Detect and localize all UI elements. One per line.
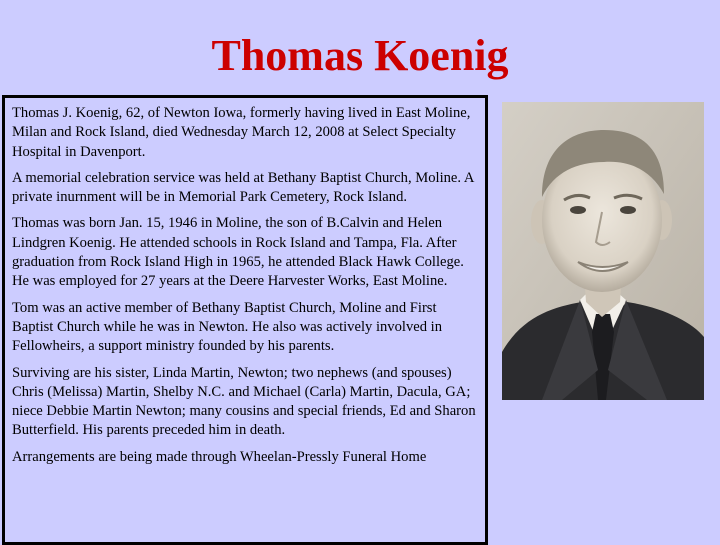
obituary-text-box: [2, 95, 488, 545]
obituary-paragraph-service: A memorial celebration service was held at Bethany Baptist Church, Moline. A private inurnment will be in Memorial Park Cemetery, Rock Island.: [12, 169, 474, 206]
portrait-photo: [502, 102, 704, 400]
obituary-paragraph-death: Thomas J. Koenig, 62, of Newton Iowa, formerly having lived in East Moline, Milan and Rock Island, died Wednesday March 12, 2008 at Select Specialty Hospital in Davenport.: [12, 105, 471, 160]
obituary-paragraph-church: Tom was an active member of Bethany Baptist Church, Moline and First Baptist Church while he was in Newton. He also was actively involved in Fellowheirs, a support ministry founded by his parents.: [12, 299, 443, 355]
page-title: Thomas Koenig: [211, 31, 509, 80]
obituary-paragraph-arrangements: Arrangements are being made through Wheelan-Pressly Funeral Home: [12, 448, 427, 465]
obituary-paragraph-biography: Thomas was born Jan. 15, 1946 in Moline, the son of B.Calvin and Helen Lindgren Koenig. He attended schools in Rock Island and Tampa, Fla. After graduation from Rock Island High in 1965, he attended Black Hawk College. He was employed for 27 years at the Deere Harvester Works, East Moline.: [12, 215, 464, 290]
obituary-paragraph-survivors: Surviving are his sister, Linda Martin, Newton; two nephews (and spouses) Chris (Melissa) Martin, Shelby N.C. and Michael (Carla) Martin, Dacula, GA; niece Debbie Martin Newton; many cousins and special friends, Ed and Sharon Butterfield. His parents preceded him in death.: [12, 364, 476, 439]
